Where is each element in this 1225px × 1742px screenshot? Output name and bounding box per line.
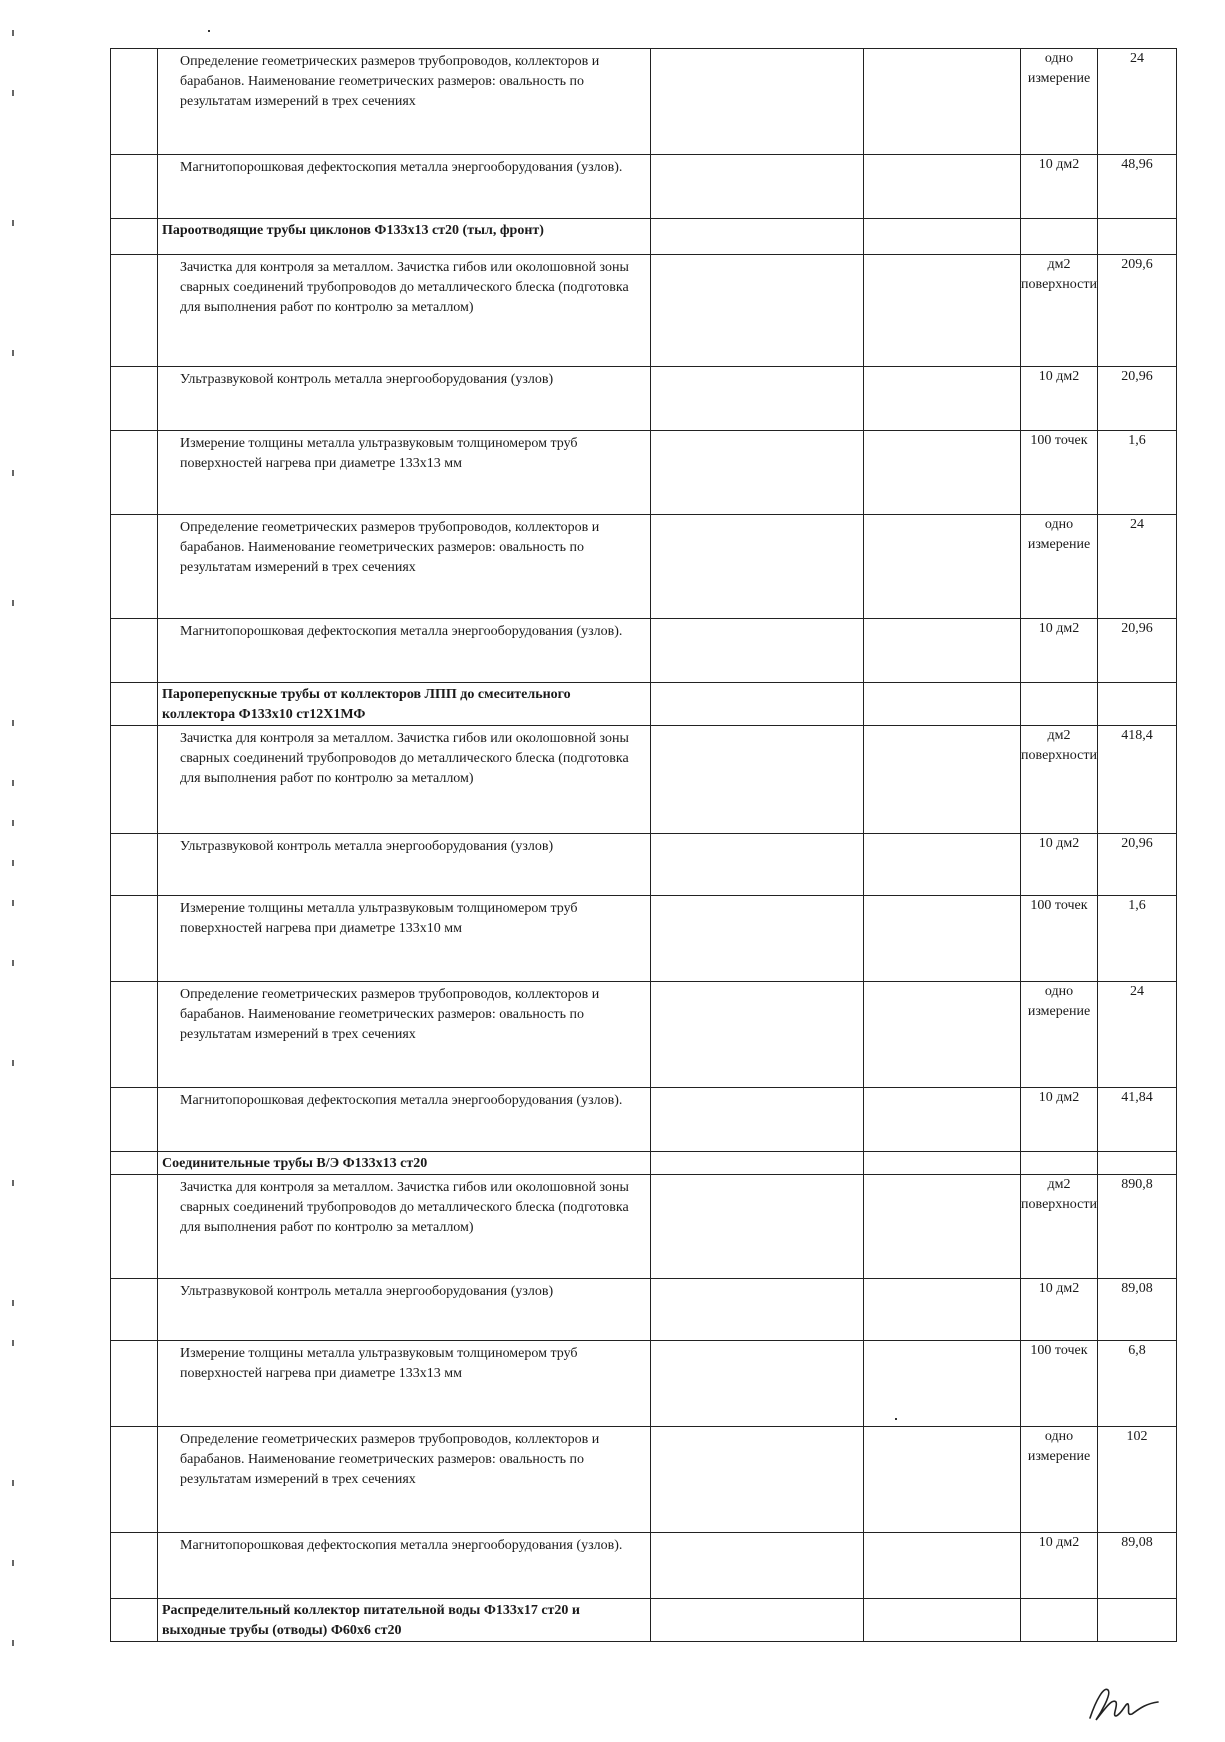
- table-row: [111, 255, 1177, 367]
- quantity-cell: 102: [1098, 1427, 1177, 1533]
- empty-cell: [651, 155, 864, 219]
- empty-cell: [651, 1088, 864, 1152]
- unit-cell: 10 дм2: [1021, 1279, 1098, 1341]
- work-description: Измерение толщины металла ультразвуковым толщиномером труб поверхностей нагрева при диаметре 133х13 мм: [180, 436, 578, 471]
- work-description: Магнитопорошковая дефектоскопия металла энергооборудования (узлов).: [180, 1093, 623, 1108]
- empty-cell: [864, 431, 1021, 515]
- punch-mark: [12, 470, 14, 476]
- punch-mark: [12, 30, 14, 36]
- works-table: [110, 48, 1177, 1642]
- work-description: Измерение толщины металла ультразвуковым толщиномером труб поверхностей нагрева при диаметре 133х13 мм: [180, 1346, 578, 1381]
- punch-mark: [12, 220, 14, 226]
- empty-cell: [864, 1533, 1021, 1599]
- empty-cell: [864, 1279, 1021, 1341]
- quantity-cell: [1098, 1152, 1177, 1175]
- empty-cell: [864, 1341, 1021, 1427]
- punch-mark: [12, 1640, 14, 1646]
- table-row: [111, 49, 1177, 155]
- unit-cell: 10 дм2: [1021, 155, 1098, 219]
- unit-cell: [1021, 1152, 1098, 1175]
- scan-speck: [208, 30, 210, 32]
- number-cell: [111, 1152, 158, 1175]
- punch-mark: [12, 1560, 14, 1566]
- number-cell: [111, 515, 158, 619]
- quantity-cell: 20,96: [1098, 367, 1177, 431]
- empty-cell: [651, 619, 864, 683]
- number-cell: [111, 1341, 158, 1427]
- work-description: Магнитопорошковая дефектоскопия металла энергооборудования (узлов).: [180, 160, 623, 175]
- section-title: Распределительный коллектор питательной воды Ф133х17 ст20 и выходные трубы (отводы) Ф60х6 ст20: [162, 1603, 580, 1638]
- number-cell: [111, 367, 158, 431]
- unit-cell: 100 точек: [1021, 1341, 1098, 1427]
- empty-cell: [651, 834, 864, 896]
- description-cell: [158, 834, 651, 896]
- punch-mark: [12, 860, 14, 866]
- punch-mark: [12, 780, 14, 786]
- punch-mark: [12, 820, 14, 826]
- quantity-cell: 209,6: [1098, 255, 1177, 367]
- unit-cell: дм2 поверхности: [1021, 255, 1098, 367]
- work-description: Измерение толщины металла ультразвуковым толщиномером труб поверхностей нагрева при диаметре 133х10 мм: [180, 901, 578, 936]
- unit-cell: одно измерение: [1021, 1427, 1098, 1533]
- section-title: Пароотводящие трубы циклонов Ф133х13 ст20 (тыл, фронт): [162, 223, 544, 238]
- description-cell: [158, 683, 651, 726]
- empty-cell: [864, 1088, 1021, 1152]
- quantity-cell: 1,6: [1098, 431, 1177, 515]
- number-cell: [111, 619, 158, 683]
- work-description: Определение геометрических размеров трубопроводов, коллекторов и барабанов. Наименование геометрических размеров: овальность по результатам измерений в трех сечениях: [180, 1432, 600, 1487]
- work-description: Зачистка для контроля за металлом. Зачистка гибов или околошовной зоны сварных соединений трубопроводов до металлического блеска (подготовка для выполнения работ по контролю за металлом): [180, 1180, 629, 1235]
- section-row: [111, 683, 1177, 726]
- quantity-cell: [1098, 219, 1177, 255]
- punch-mark: [12, 960, 14, 966]
- work-description: Зачистка для контроля за металлом. Зачистка гибов или околошовной зоны сварных соединений трубопроводов до металлического блеска (подготовка для выполнения работ по контролю за металлом): [180, 731, 629, 786]
- table-row: [111, 1279, 1177, 1341]
- description-cell: [158, 619, 651, 683]
- empty-cell: [864, 619, 1021, 683]
- empty-cell: [651, 683, 864, 726]
- empty-cell: [864, 982, 1021, 1088]
- signature: [1082, 1680, 1162, 1724]
- work-description: Магнитопорошковая дефектоскопия металла энергооборудования (узлов).: [180, 624, 623, 639]
- unit-cell: одно измерение: [1021, 982, 1098, 1088]
- table-row: [111, 1427, 1177, 1533]
- empty-cell: [651, 1427, 864, 1533]
- empty-cell: [651, 515, 864, 619]
- empty-cell: [864, 683, 1021, 726]
- section-row: [111, 1152, 1177, 1175]
- empty-cell: [864, 219, 1021, 255]
- table-row: [111, 155, 1177, 219]
- description-cell: [158, 726, 651, 834]
- description-cell: [158, 1152, 651, 1175]
- number-cell: [111, 1427, 158, 1533]
- empty-cell: [864, 49, 1021, 155]
- description-cell: [158, 982, 651, 1088]
- table-row: [111, 834, 1177, 896]
- unit-cell: дм2 поверхности: [1021, 726, 1098, 834]
- section-title: Пароперепускные трубы от коллекторов ЛПП до смесительного коллектора Ф133х10 ст12Х1МФ: [162, 687, 571, 722]
- empty-cell: [864, 155, 1021, 219]
- number-cell: [111, 49, 158, 155]
- empty-cell: [864, 1427, 1021, 1533]
- number-cell: [111, 219, 158, 255]
- punch-mark: [12, 720, 14, 726]
- description-cell: [158, 1599, 651, 1642]
- number-cell: [111, 155, 158, 219]
- unit-cell: 10 дм2: [1021, 1088, 1098, 1152]
- work-description: Ультразвуковой контроль металла энергооборудования (узлов): [180, 839, 554, 854]
- description-cell: [158, 431, 651, 515]
- number-cell: [111, 726, 158, 834]
- number-cell: [111, 982, 158, 1088]
- empty-cell: [651, 49, 864, 155]
- table-row: [111, 982, 1177, 1088]
- number-cell: [111, 1533, 158, 1599]
- punch-mark: [12, 350, 14, 356]
- section-title: Соединительные трубы В/Э Ф133х13 ст20: [162, 1156, 428, 1171]
- quantity-cell: 24: [1098, 982, 1177, 1088]
- work-description: Определение геометрических размеров трубопроводов, коллекторов и барабанов. Наименование геометрических размеров: овальность по результатам измерений в трех сечениях: [180, 520, 600, 575]
- unit-cell: 10 дм2: [1021, 367, 1098, 431]
- number-cell: [111, 683, 158, 726]
- empty-cell: [651, 1341, 864, 1427]
- empty-cell: [864, 1152, 1021, 1175]
- description-cell: [158, 49, 651, 155]
- number-cell: [111, 1088, 158, 1152]
- work-description: Ультразвуковой контроль металла энергооборудования (узлов): [180, 372, 554, 387]
- empty-cell: [864, 1599, 1021, 1642]
- empty-cell: [651, 1599, 864, 1642]
- unit-cell: 100 точек: [1021, 431, 1098, 515]
- quantity-cell: 890,8: [1098, 1175, 1177, 1279]
- empty-cell: [651, 367, 864, 431]
- punch-mark: [12, 1300, 14, 1306]
- number-cell: [111, 1279, 158, 1341]
- punch-mark: [12, 1180, 14, 1186]
- description-cell: [158, 896, 651, 982]
- number-cell: [111, 431, 158, 515]
- empty-cell: [651, 219, 864, 255]
- description-cell: [158, 1427, 651, 1533]
- unit-cell: одно измерение: [1021, 49, 1098, 155]
- unit-cell: [1021, 1599, 1098, 1642]
- work-description: Зачистка для контроля за металлом. Зачистка гибов или околошовной зоны сварных соединений трубопроводов до металлического блеска (подготовка для выполнения работ по контролю за металлом): [180, 260, 629, 315]
- margin-punch-marks: [12, 0, 18, 1742]
- empty-cell: [651, 896, 864, 982]
- quantity-cell: 41,84: [1098, 1088, 1177, 1152]
- quantity-cell: 48,96: [1098, 155, 1177, 219]
- work-description: Определение геометрических размеров трубопроводов, коллекторов и барабанов. Наименование геометрических размеров: овальность по результатам измерений в трех сечениях: [180, 987, 600, 1042]
- table-row: [111, 367, 1177, 431]
- quantity-cell: [1098, 1599, 1177, 1642]
- punch-mark: [12, 600, 14, 606]
- description-cell: [158, 367, 651, 431]
- quantity-cell: 20,96: [1098, 619, 1177, 683]
- section-row: [111, 1599, 1177, 1642]
- number-cell: [111, 255, 158, 367]
- scan-speck: [895, 1418, 897, 1420]
- description-cell: [158, 219, 651, 255]
- unit-cell: [1021, 683, 1098, 726]
- work-description: Магнитопорошковая дефектоскопия металла энергооборудования (узлов).: [180, 1538, 623, 1553]
- empty-cell: [651, 1279, 864, 1341]
- quantity-cell: 1,6: [1098, 896, 1177, 982]
- unit-cell: одно измерение: [1021, 515, 1098, 619]
- unit-cell: 10 дм2: [1021, 834, 1098, 896]
- work-description: Ультразвуковой контроль металла энергооборудования (узлов): [180, 1284, 554, 1299]
- empty-cell: [864, 834, 1021, 896]
- description-cell: [158, 1088, 651, 1152]
- quantity-cell: 89,08: [1098, 1533, 1177, 1599]
- empty-cell: [651, 982, 864, 1088]
- description-cell: [158, 1175, 651, 1279]
- description-cell: [158, 1533, 651, 1599]
- empty-cell: [651, 1175, 864, 1279]
- description-cell: [158, 515, 651, 619]
- punch-mark: [12, 1340, 14, 1346]
- empty-cell: [864, 255, 1021, 367]
- empty-cell: [651, 1533, 864, 1599]
- table-row: [111, 1533, 1177, 1599]
- description-cell: [158, 255, 651, 367]
- number-cell: [111, 1599, 158, 1642]
- table-row: [111, 726, 1177, 834]
- number-cell: [111, 1175, 158, 1279]
- punch-mark: [12, 1060, 14, 1066]
- table-row: [111, 896, 1177, 982]
- table-row: [111, 1175, 1177, 1279]
- empty-cell: [651, 1152, 864, 1175]
- empty-cell: [651, 431, 864, 515]
- quantity-cell: 418,4: [1098, 726, 1177, 834]
- number-cell: [111, 834, 158, 896]
- description-cell: [158, 1279, 651, 1341]
- empty-cell: [864, 367, 1021, 431]
- quantity-cell: [1098, 683, 1177, 726]
- empty-cell: [651, 726, 864, 834]
- unit-cell: 10 дм2: [1021, 619, 1098, 683]
- number-cell: [111, 896, 158, 982]
- punch-mark: [12, 90, 14, 96]
- quantity-cell: 24: [1098, 49, 1177, 155]
- quantity-cell: 6,8: [1098, 1341, 1177, 1427]
- unit-cell: [1021, 219, 1098, 255]
- quantity-cell: 20,96: [1098, 834, 1177, 896]
- table-row: [111, 1341, 1177, 1427]
- table-row: [111, 1088, 1177, 1152]
- table-row: [111, 515, 1177, 619]
- description-cell: [158, 155, 651, 219]
- description-cell: [158, 1341, 651, 1427]
- table-row: [111, 431, 1177, 515]
- table-row: [111, 619, 1177, 683]
- unit-cell: 100 точек: [1021, 896, 1098, 982]
- empty-cell: [864, 1175, 1021, 1279]
- empty-cell: [651, 255, 864, 367]
- quantity-cell: 89,08: [1098, 1279, 1177, 1341]
- quantity-cell: 24: [1098, 515, 1177, 619]
- unit-cell: дм2 поверхности: [1021, 1175, 1098, 1279]
- punch-mark: [12, 1480, 14, 1486]
- work-description: Определение геометрических размеров трубопроводов, коллекторов и барабанов. Наименование геометрических размеров: овальность по результатам измерений в трех сечениях: [180, 54, 600, 109]
- section-row: [111, 219, 1177, 255]
- punch-mark: [12, 900, 14, 906]
- empty-cell: [864, 726, 1021, 834]
- empty-cell: [864, 515, 1021, 619]
- unit-cell: 10 дм2: [1021, 1533, 1098, 1599]
- empty-cell: [864, 896, 1021, 982]
